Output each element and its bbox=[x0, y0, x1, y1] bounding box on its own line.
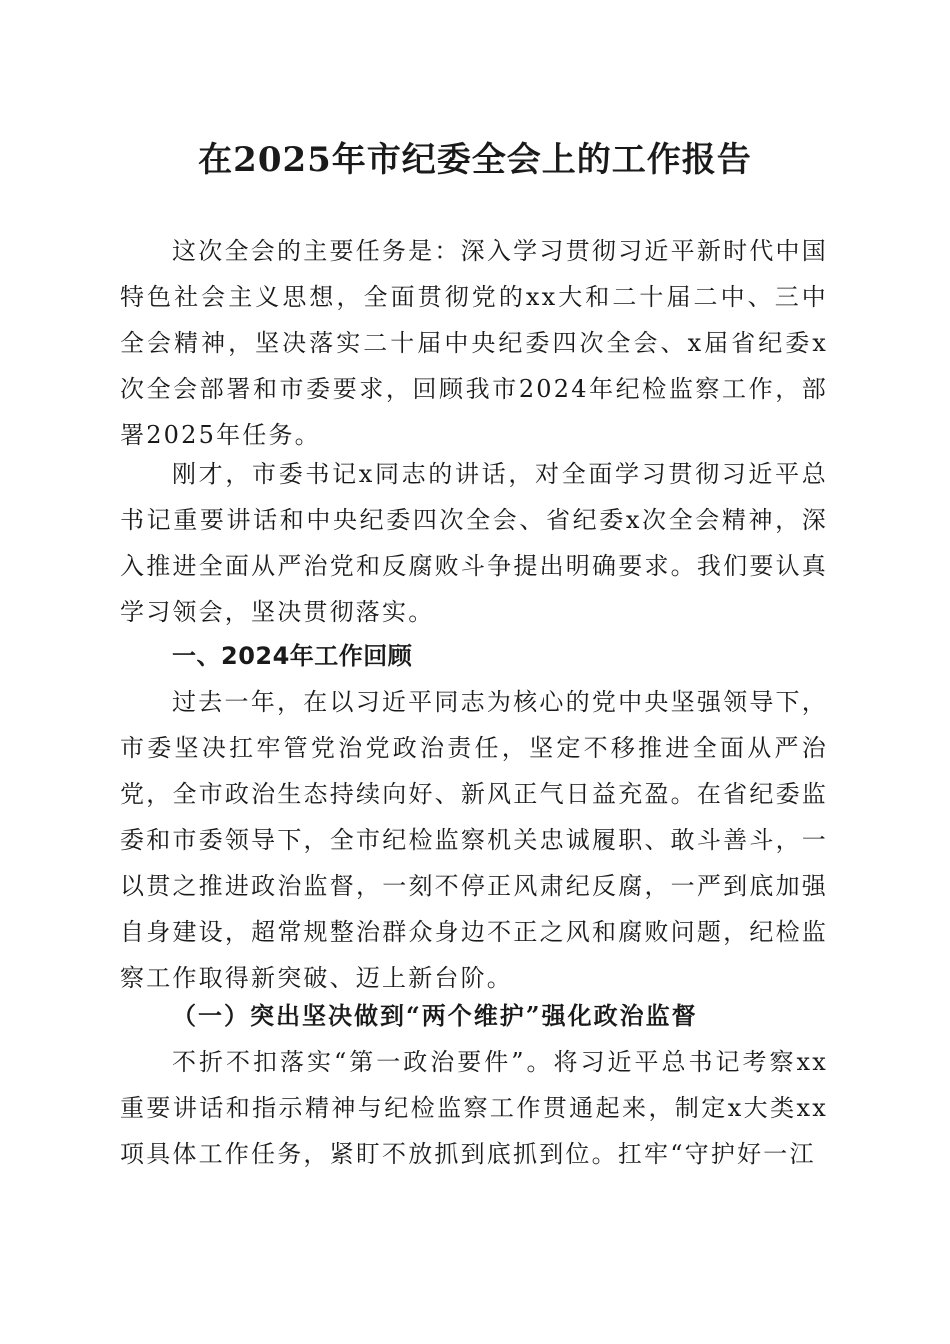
political-supervision-paragraph: 不折不扣落实“第一政治要件”。将习近平总书记考察xx重要讲话和指示精神与纪检监察工作贯通起来，制定x大类xx项具体工作任务，紧盯不放抓到底抓到位。扛牢“守护好一江 bbox=[120, 1048, 828, 1168]
section-heading-work-review: 一、2024年工作回顾 bbox=[172, 642, 413, 670]
work-review-paragraph: 过去一年，在以习近平同志为核心的党中央坚强领导下，市委坚决扛牢管党治党政治责任，坚定不移推进全面从严治党，全市政治生态持续向好、新风正气日益充盈。在省纪委监委和市委领导下，全市纪检监察机关忠诚履职、敢斗善斗，一以贯之推进政治监督，一刻不停正风肃纪反腐，一严到底加强自身建设，超常规整治群众身边不正之风和腐败问题，纪检监察工作取得新突破、迈上新台阶。 bbox=[120, 688, 828, 992]
document-title: 在2025年市纪委全会上的工作报告 bbox=[198, 140, 752, 180]
intro-paragraph: 这次全会的主要任务是：深入学习贯彻习近平新时代中国特色社会主义思想，全面贯彻党的xx大和二十届二中、三中全会精神，坚决落实二十届中央纪委四次全会、x届省纪委x次全会部署和市委要求，回顾我市2024年纪检监察工作，部署2025年任务。 bbox=[120, 237, 828, 449]
subsection-heading-political-supervision: （一）突出坚决做到“两个维护”强化政治监督 bbox=[172, 1001, 698, 1030]
secretary-speech-paragraph: 刚才，市委书记x同志的讲话，对全面学习贯彻习近平总书记重要讲话和中央纪委四次全会、省纪委x次全会精神，深入推进全面从严治党和反腐败斗争提出明确要求。我们要认真学习领会，坚决贯彻落实。 bbox=[120, 460, 828, 626]
